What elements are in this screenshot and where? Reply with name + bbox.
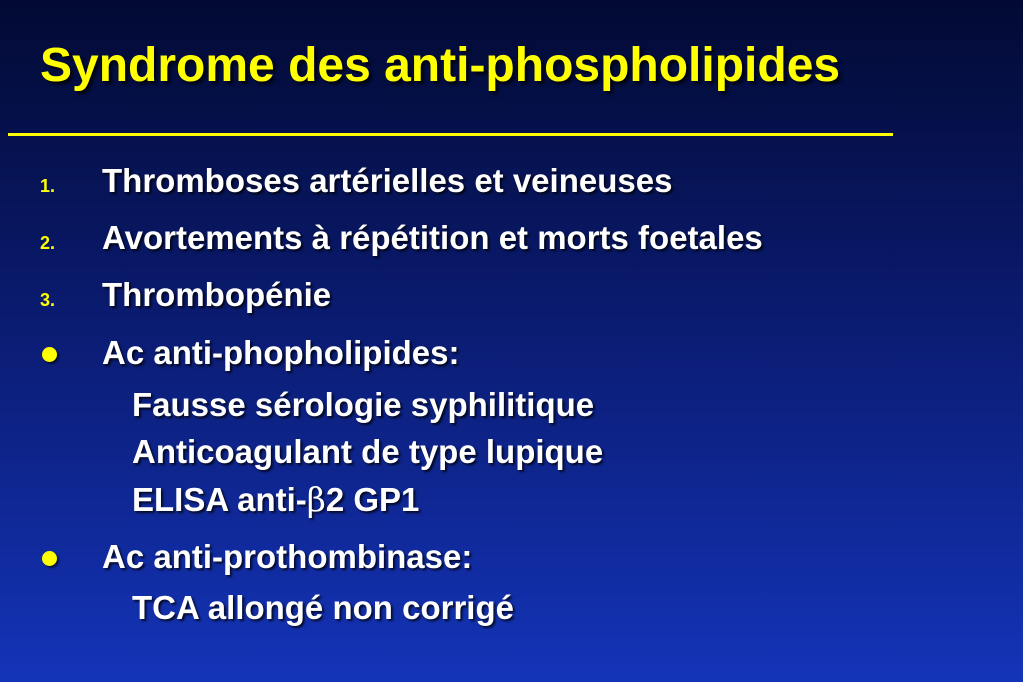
beta-symbol: β — [306, 480, 326, 519]
bullet-icon — [42, 347, 57, 362]
list-item-text: Thromboses artérielles et veineuses — [102, 162, 673, 199]
slide-title: Syndrome des anti-phospholipides — [40, 39, 841, 92]
sub-item: TCA allongé non corrigé — [132, 589, 514, 626]
sub-item: Fausse sérologie syphilitique — [132, 386, 595, 423]
list-item-text: Ac anti-phopholipides: — [102, 334, 460, 371]
sub-item: Anticoagulant de type lupique — [132, 433, 604, 470]
list-item-text: Avortements à répétition et morts foetales — [102, 219, 763, 256]
sub-item-elisa — [132, 481, 419, 519]
title-underline — [8, 133, 893, 136]
elisa-suffix: 2 GP1 — [325, 481, 420, 518]
list-item-text: Ac anti-prothombinase: — [102, 538, 473, 575]
list-number: 1. — [40, 176, 56, 196]
list-item-text: Thrombopénie — [102, 276, 332, 313]
list-number: 2. — [40, 233, 56, 253]
elisa-prefix: ELISA anti- — [132, 481, 307, 518]
bullet-icon — [42, 551, 57, 566]
list-number: 3. — [40, 290, 56, 310]
